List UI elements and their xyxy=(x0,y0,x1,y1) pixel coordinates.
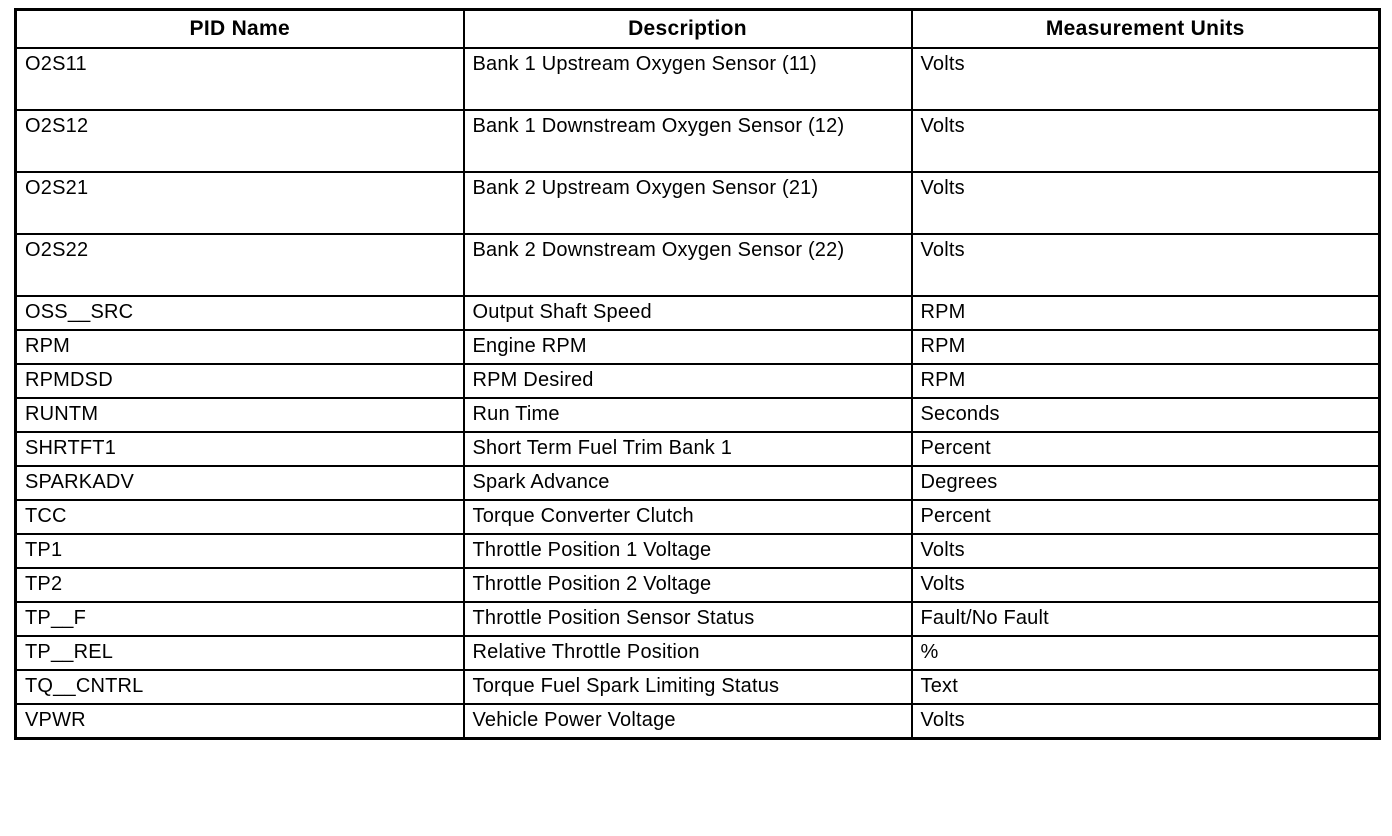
cell-description: Torque Fuel Spark Limiting Status xyxy=(464,670,912,704)
table-body xyxy=(16,48,1380,739)
cell-measurement-units: Volts xyxy=(912,534,1380,568)
table-row xyxy=(16,398,1380,432)
cell-measurement-units: RPM xyxy=(912,364,1380,398)
cell-measurement-units: Volts xyxy=(912,568,1380,602)
table-header xyxy=(16,10,1380,49)
table-row xyxy=(16,704,1380,739)
cell-description: Engine RPM xyxy=(464,330,912,364)
table-row xyxy=(16,568,1380,602)
cell-pid-name: SHRTFT1 xyxy=(16,432,464,466)
table-row xyxy=(16,110,1380,172)
table-row xyxy=(16,364,1380,398)
table-row xyxy=(16,432,1380,466)
cell-description: Bank 2 Downstream Oxygen Sensor (22) xyxy=(464,234,912,296)
cell-pid-name: SPARKADV xyxy=(16,466,464,500)
cell-description: Throttle Position 2 Voltage xyxy=(464,568,912,602)
table-header-row xyxy=(16,10,1380,49)
cell-pid-name: VPWR xyxy=(16,704,464,739)
cell-pid-name: TQ__CNTRL xyxy=(16,670,464,704)
cell-description: Vehicle Power Voltage xyxy=(464,704,912,739)
table-row xyxy=(16,602,1380,636)
cell-pid-name: O2S22 xyxy=(16,234,464,296)
table-row xyxy=(16,296,1380,330)
cell-description: RPM Desired xyxy=(464,364,912,398)
cell-pid-name: TP1 xyxy=(16,534,464,568)
cell-measurement-units: Seconds xyxy=(912,398,1380,432)
table-row xyxy=(16,48,1380,110)
column-header-description: Description xyxy=(464,10,912,49)
cell-pid-name: O2S11 xyxy=(16,48,464,110)
cell-description: Spark Advance xyxy=(464,466,912,500)
table-row xyxy=(16,466,1380,500)
cell-pid-name: O2S12 xyxy=(16,110,464,172)
cell-pid-name: TP__F xyxy=(16,602,464,636)
cell-measurement-units: Volts xyxy=(912,704,1380,739)
cell-pid-name: TP2 xyxy=(16,568,464,602)
cell-pid-name: RUNTM xyxy=(16,398,464,432)
cell-description: Torque Converter Clutch xyxy=(464,500,912,534)
cell-description: Bank 1 Downstream Oxygen Sensor (12) xyxy=(464,110,912,172)
table-row xyxy=(16,234,1380,296)
cell-pid-name: TP__REL xyxy=(16,636,464,670)
cell-pid-name: RPMDSD xyxy=(16,364,464,398)
cell-measurement-units: Degrees xyxy=(912,466,1380,500)
table-row xyxy=(16,534,1380,568)
cell-description: Bank 1 Upstream Oxygen Sensor (11) xyxy=(464,48,912,110)
cell-pid-name: OSS__SRC xyxy=(16,296,464,330)
cell-description: Relative Throttle Position xyxy=(464,636,912,670)
cell-measurement-units: Volts xyxy=(912,172,1380,234)
cell-description: Output Shaft Speed xyxy=(464,296,912,330)
cell-measurement-units: Percent xyxy=(912,432,1380,466)
cell-measurement-units: Volts xyxy=(912,48,1380,110)
table-row xyxy=(16,172,1380,234)
cell-measurement-units: Percent xyxy=(912,500,1380,534)
cell-measurement-units: RPM xyxy=(912,296,1380,330)
cell-description: Run Time xyxy=(464,398,912,432)
column-header-measurement-units: Measurement Units xyxy=(912,10,1380,49)
cell-measurement-units: Volts xyxy=(912,234,1380,296)
cell-measurement-units: Volts xyxy=(912,110,1380,172)
cell-measurement-units: RPM xyxy=(912,330,1380,364)
cell-pid-name: O2S21 xyxy=(16,172,464,234)
table-row xyxy=(16,636,1380,670)
cell-measurement-units: Text xyxy=(912,670,1380,704)
cell-measurement-units: % xyxy=(912,636,1380,670)
cell-measurement-units: Fault/No Fault xyxy=(912,602,1380,636)
table-row xyxy=(16,500,1380,534)
cell-description: Throttle Position Sensor Status xyxy=(464,602,912,636)
pid-reference-table xyxy=(14,8,1381,740)
cell-pid-name: TCC xyxy=(16,500,464,534)
cell-description: Bank 2 Upstream Oxygen Sensor (21) xyxy=(464,172,912,234)
cell-pid-name: RPM xyxy=(16,330,464,364)
cell-description: Throttle Position 1 Voltage xyxy=(464,534,912,568)
table-row xyxy=(16,330,1380,364)
column-header-pid-name: PID Name xyxy=(16,10,464,49)
cell-description: Short Term Fuel Trim Bank 1 xyxy=(464,432,912,466)
table-row xyxy=(16,670,1380,704)
